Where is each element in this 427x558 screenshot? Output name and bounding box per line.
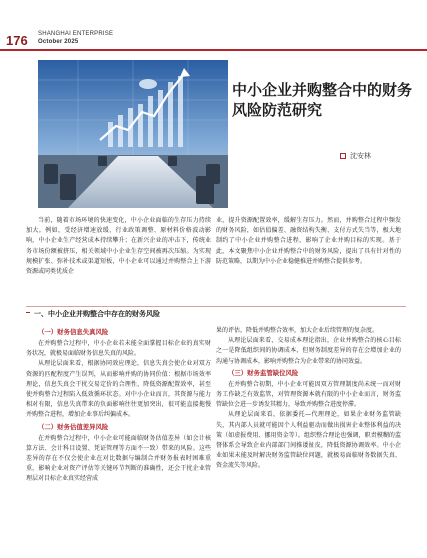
author-square-icon — [340, 153, 346, 159]
paragraph: 在并购整合过程中，中小企业若未能全面掌握目标企业的真实财务状况，就极易面临财务信息失真的风险。 — [26, 340, 211, 358]
author-name: 沈安林 — [350, 152, 371, 160]
subheading-info-distortion: （一）财务信息失真风险 — [38, 328, 109, 336]
paragraph: 从理论层面来看，根据协同效应理论，信息失真会使企业对双方资源的匹配程度产生误判，从而影响并购的协同价值：根据市场效率理论，信息失真会干扰交易定价的合理性，降低资源配置效率，甚至使并购整合过程陷入低效循环状态。对中小企业而言，其资源与能力相对有限，信息失真带来的负面影响往往更加突出，很可能直接拖慢并购整合进程，增加企业事后纠偏成本。 — [26, 360, 211, 419]
paragraph: 果的评估，降低并购整合效率，加大企业后续管理的复杂度。 — [216, 327, 379, 334]
paragraph: 在并购整合过程中，中小企业可能面临财务估值差异（如会计核算方法、会计科目设置、凭证管理等方面不一致）带来的风险。这些差异的存在不仅会使企业在对比数据与编制合并财务报表时困难重重，影响企业对资产评估等关键环节判断的准确性，还会干扰企业管理层对目标企业真实经营成 — [26, 434, 211, 483]
intro-paragraph-right: 业，提升资源配置效率，缓解生存压力。然而，并购整合过程中频发的财务风险，如估值偏差、融资结构失衡、支付方式失当等，极大地制约了中小企业并购整合进程，影响了企业并购目标的实现。基于此，本文聚焦中小企业并购整合中的财务风险，提出了具有针对性的防范策略，以期为中小企业稳健推进并购整合提供参考。 — [216, 217, 401, 265]
subheading-valuation-difference: （二）财务估值差异风险 — [38, 422, 109, 431]
section-divider — [26, 306, 406, 307]
article-title: 中小企业并购整合中的财务风险防范研究 — [232, 81, 413, 119]
hero-image — [38, 60, 228, 208]
paragraph: 从理论层面来看，交易成本理论指出，企业并购整合的核心目标之一是降低组织间的协调成本，但财务制度差异的存在会增加企业的沟通与协调成本，影响并购整合为企业带来的协同效益。 — [216, 337, 401, 365]
publication-header — [38, 30, 113, 46]
publication-name: SHANGHAI ENTERPRISE — [38, 31, 114, 37]
header-rule — [0, 49, 427, 51]
intro-right-column — [216, 216, 401, 267]
author-line — [340, 151, 371, 161]
meeting-room-chart-illustration — [38, 60, 228, 208]
subheading-supervision-gap: （三）财务监管缺位风险 — [228, 368, 299, 377]
issue-date: October 2025 — [38, 39, 79, 45]
body-left-column — [26, 326, 211, 485]
page-number: 176 — [6, 33, 28, 48]
body-right-column — [216, 326, 401, 472]
intro-paragraph-left: 当前，随着市场环境的快速变化，中小企业面临的生存压力持续加大。例如，受经济增速放缓、行业政策调整、原材料价格波动影响，中小企业生产经营成本持续攀升；在新兴企业的冲击下，传统业务市场份额被挤压，相关领域中小企业生存空间被再次压缩。为实现规模扩张、弥补技术或渠道短板，中小企业可以通过并购整合上下游资源或同类优质企 — [26, 217, 211, 276]
paragraph: 从理论层面来看，依据委托—代理理论，如果企业财务监管缺失，其内部人员就可能因个人利益驱动而做出损害企业整体利益的决策（如虚报费用、挪用资金等）。组织整合理论也强调，职责模糊的监督体系会导致企业内部部门间推诿扯皮，降低资源协调效率。中小企业如果未能及时解决财务监管缺位问题，就极易面临财务数据失真、资金流失等风险。 — [216, 411, 401, 470]
section-marker — [26, 312, 30, 313]
section-heading: 一、中小企业并购整合中存在的财务风险 — [34, 310, 160, 318]
intro-left-column — [26, 216, 211, 277]
paragraph: 在并购整合初期，中小企业可能因双方管理制度尚未统一而对财务工作缺乏有效监管，对管理资源本就有限的中小企业而言，财务监管缺位会进一步诱发其精力，导致并购整合进度停滞。 — [216, 380, 401, 409]
